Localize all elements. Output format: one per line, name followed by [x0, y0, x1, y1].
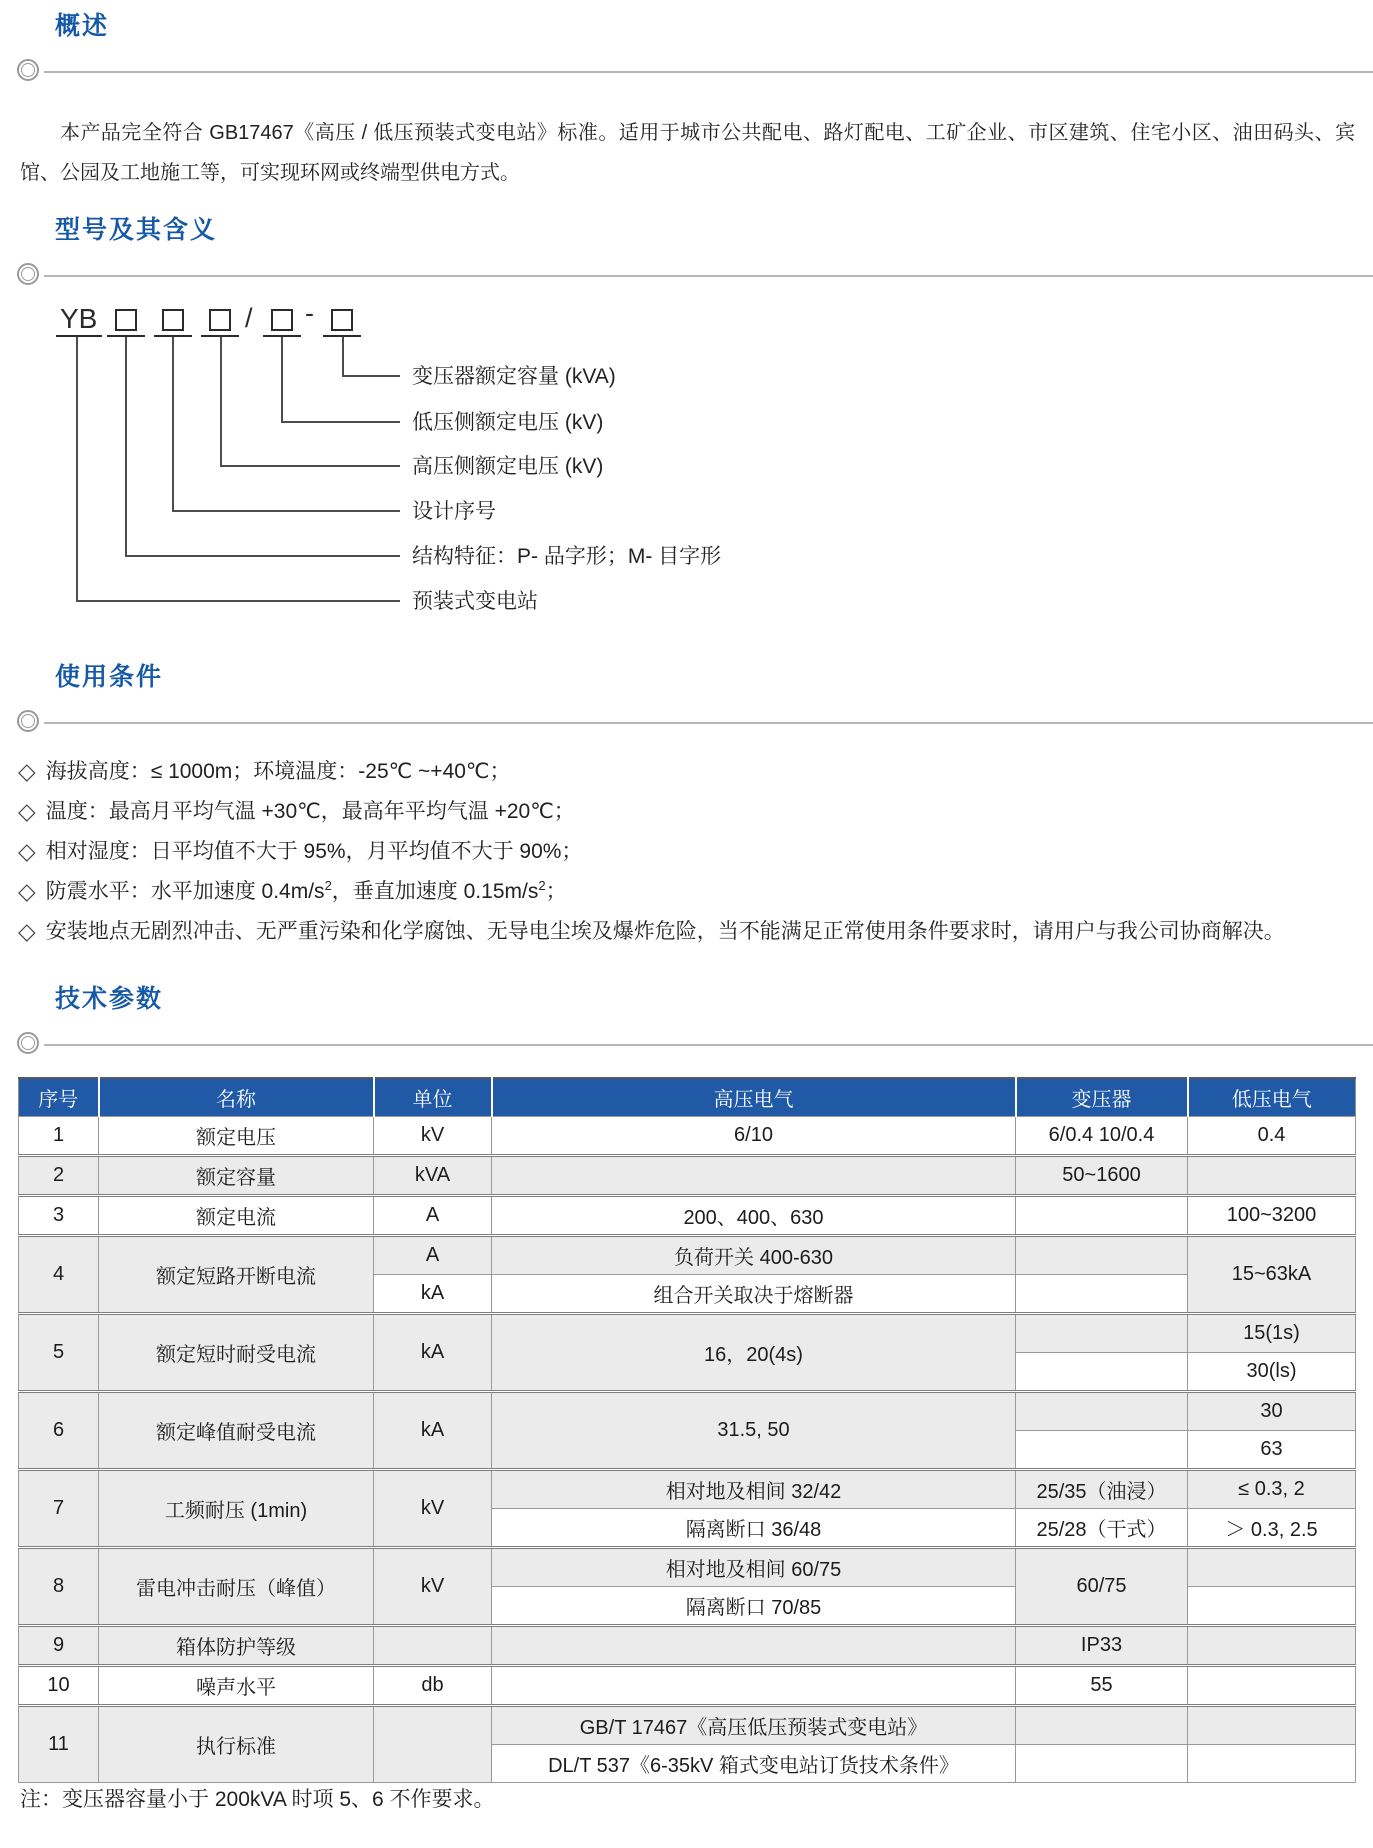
cell-name: 噪声水平 [99, 1665, 374, 1705]
cell-tr: IP33 [1016, 1625, 1188, 1665]
section-ring-icon [17, 59, 39, 81]
condition-text: 防震水平：水平加速度 0.4m/s [45, 880, 325, 903]
model-code-box [331, 309, 353, 331]
cell-lv: 100~3200 [1188, 1195, 1356, 1235]
page-title: 概述 [55, 12, 110, 41]
cell-unit: A [374, 1195, 492, 1235]
cell-name: 箱体防护等级 [99, 1625, 374, 1665]
condition-item [18, 915, 1363, 947]
condition-item [18, 835, 1363, 867]
cell-name: 额定电流 [99, 1195, 374, 1235]
condition-text: 安装地点无剧烈冲击、无严重污染和化学腐蚀、无导电尘埃及爆炸危险，当不能满足正常使用条件要求时，请用户与我公司协商解决。 [45, 920, 1285, 943]
cell-unit: db [374, 1665, 492, 1705]
col-header-tr: 变压器 [1016, 1078, 1188, 1116]
table-row [19, 1313, 1356, 1352]
table-row [19, 1469, 1356, 1508]
model-code-box [162, 309, 184, 331]
diamond-bullet-icon: ◇ [18, 758, 36, 784]
cell-lv: 63 [1188, 1430, 1356, 1469]
condition-text: ； [545, 880, 567, 903]
cell-hv: 隔离断口 70/85 [492, 1586, 1016, 1625]
cell-name: 额定电压 [99, 1116, 374, 1155]
cell-no: 8 [19, 1547, 99, 1625]
model-connector [76, 337, 400, 602]
cell-hv: 31.5, 50 [492, 1391, 1016, 1469]
section-rule [44, 71, 1373, 73]
model-code-box [271, 309, 293, 331]
condition-text: 相对湿度：日平均值不大于 95%，月平均值不大于 90%； [45, 840, 583, 863]
cell-lv [1188, 1665, 1356, 1705]
cell-hv: DL/T 537《6-35kV 箱式变电站订货技术条件》 [492, 1744, 1016, 1782]
cell-tr: 25/28（干式） [1016, 1508, 1188, 1547]
cell-tr [1016, 1313, 1188, 1352]
diamond-bullet-icon: ◇ [18, 798, 36, 824]
condition-item [18, 875, 1363, 907]
model-code-box [115, 309, 137, 331]
cell-hv [492, 1155, 1016, 1195]
table-row [19, 1155, 1356, 1195]
cell-no: 6 [19, 1391, 99, 1469]
cell-tr [1016, 1391, 1188, 1430]
cell-hv [492, 1625, 1016, 1665]
model-label-design: 设计序号 [412, 500, 496, 523]
col-header-lv: 低压电气 [1188, 1078, 1356, 1116]
cell-no: 1 [19, 1116, 99, 1155]
cell-hv: 组合开关取决于熔断器 [492, 1274, 1016, 1313]
section-title-conditions: 使用条件 [55, 663, 164, 692]
cell-lv [1188, 1586, 1356, 1625]
cell-unit: kVA [374, 1155, 492, 1195]
section-rule [44, 722, 1373, 724]
table-row [19, 1235, 1356, 1274]
cell-no: 4 [19, 1235, 99, 1313]
cell-unit [374, 1705, 492, 1782]
cell-name: 额定短时耐受电流 [99, 1313, 374, 1391]
superscript: 2 [324, 878, 332, 893]
cell-hv [492, 1665, 1016, 1705]
cell-unit: kA [374, 1391, 492, 1469]
model-label-lv: 低压侧额定电压 (kV) [412, 411, 604, 434]
cell-tr [1016, 1235, 1188, 1274]
cell-tr [1016, 1705, 1188, 1744]
cell-lv: ≤ 0.3, 2 [1188, 1469, 1356, 1508]
col-header-no: 序号 [19, 1078, 99, 1116]
cell-hv: 6/10 [492, 1116, 1016, 1155]
cell-lv [1188, 1155, 1356, 1195]
condition-text: 海拔高度：≤ 1000m；环境温度：-25℃ ~+40℃； [45, 760, 511, 783]
cell-no: 5 [19, 1313, 99, 1391]
cell-unit: kV [374, 1547, 492, 1625]
table-row [19, 1391, 1356, 1430]
cell-unit: A [374, 1235, 492, 1274]
cell-tr [1016, 1195, 1188, 1235]
cell-tr: 25/35（油浸） [1016, 1469, 1188, 1508]
cell-hv: 200、400、630 [492, 1195, 1016, 1235]
tech-parameters-table [18, 1077, 1356, 1783]
table-footnote: 注：变压器容量小于 200kVA 时项 5、6 不作要求。 [20, 1788, 495, 1811]
cell-name: 执行标准 [99, 1705, 374, 1782]
cell-unit: kA [374, 1313, 492, 1391]
cell-unit: kV [374, 1116, 492, 1155]
condition-text: ，垂直加速度 0.15m/s [331, 880, 539, 903]
cell-no: 7 [19, 1469, 99, 1547]
model-label-structure: 结构特征：P- 品字形；M- 目字形 [412, 545, 722, 568]
cell-tr [1016, 1274, 1188, 1313]
table-row [19, 1195, 1356, 1235]
cell-hv: 隔离断口 36/48 [492, 1508, 1016, 1547]
model-prefix: YB [60, 303, 98, 334]
cell-hv: 16，20(4s) [492, 1313, 1016, 1391]
table-row [19, 1665, 1356, 1705]
section-title-model: 型号及其含义 [55, 216, 218, 245]
cell-hv: 相对地及相间 32/42 [492, 1469, 1016, 1508]
cell-unit: kV [374, 1469, 492, 1547]
table-row [19, 1705, 1356, 1744]
cell-no: 11 [19, 1705, 99, 1782]
condition-item [18, 795, 1363, 827]
cell-no: 3 [19, 1195, 99, 1235]
cell-no: 10 [19, 1665, 99, 1705]
cell-lv [1188, 1625, 1356, 1665]
superscript: 2 [538, 878, 546, 893]
cell-lv: 15(1s) [1188, 1313, 1356, 1352]
section-ring-icon [17, 710, 39, 732]
model-label-station: 预装式变电站 [412, 590, 538, 613]
model-label-hv: 高压侧额定电压 (kV) [412, 455, 604, 478]
cell-hv: GB/T 17467《高压低压预装式变电站》 [492, 1705, 1016, 1744]
overview-paragraph: 本产品完全符合 GB17467《高压 / 低压预装式变电站》标准。适用于城市公共配电、路灯配电、工矿企业、市区建筑、住宅小区、油田码头、宾馆、公园及工地施工等，可实现环网或终端型供电方式。 [20, 122, 1355, 184]
model-label-capacity: 变压器额定容量 (kVA) [412, 365, 616, 388]
col-header-name: 名称 [99, 1078, 374, 1116]
diamond-bullet-icon: ◇ [18, 838, 36, 864]
cell-lv: 30(ls) [1188, 1352, 1356, 1391]
section-rule [44, 1044, 1373, 1046]
table-row [19, 1625, 1356, 1665]
cell-lv: 15~63kA [1188, 1235, 1356, 1313]
cell-tr: 55 [1016, 1665, 1188, 1705]
condition-item [18, 755, 1363, 787]
cell-unit [374, 1625, 492, 1665]
section-rule [44, 275, 1373, 277]
cell-no: 9 [19, 1625, 99, 1665]
cell-name: 雷电冲击耐压（峰值） [99, 1547, 374, 1625]
diamond-bullet-icon: ◇ [18, 918, 36, 944]
cell-lv: 30 [1188, 1391, 1356, 1430]
condition-text: 温度：最高月平均气温 +30℃，最高年平均气温 +20℃； [45, 800, 575, 823]
cell-hv: 相对地及相间 60/75 [492, 1547, 1016, 1586]
table-row [19, 1116, 1356, 1155]
cell-lv [1188, 1705, 1356, 1744]
model-code-box [209, 309, 231, 331]
table-header-row [19, 1078, 1356, 1116]
cell-hv: 负荷开关 400-630 [492, 1235, 1016, 1274]
cell-tr: 6/0.4 10/0.4 [1016, 1116, 1188, 1155]
col-header-hv: 高压电气 [492, 1078, 1016, 1116]
cell-lv [1188, 1547, 1356, 1586]
cell-name: 工频耐压 (1min) [99, 1469, 374, 1547]
cell-name: 额定容量 [99, 1155, 374, 1195]
cell-tr: 50~1600 [1016, 1155, 1188, 1195]
section-title-tech: 技术参数 [55, 985, 164, 1014]
cell-name: 额定峰值耐受电流 [99, 1391, 374, 1469]
model-slash: / [245, 303, 253, 333]
model-dash: - [305, 298, 314, 328]
cell-tr [1016, 1430, 1188, 1469]
cell-name: 额定短路开断电流 [99, 1235, 374, 1313]
col-header-unit: 单位 [374, 1078, 492, 1116]
cell-tr [1016, 1744, 1188, 1782]
cell-no: 2 [19, 1155, 99, 1195]
diamond-bullet-icon: ◇ [18, 878, 36, 904]
cell-lv [1188, 1744, 1356, 1782]
cell-lv: 0.4 [1188, 1116, 1356, 1155]
section-ring-icon [17, 1032, 39, 1054]
table-row [19, 1547, 1356, 1586]
cell-tr [1016, 1352, 1188, 1391]
section-ring-icon [17, 263, 39, 285]
cell-unit: kA [374, 1274, 492, 1313]
cell-tr: 60/75 [1016, 1547, 1188, 1625]
cell-lv: ＞ 0.3, 2.5 [1188, 1508, 1356, 1547]
